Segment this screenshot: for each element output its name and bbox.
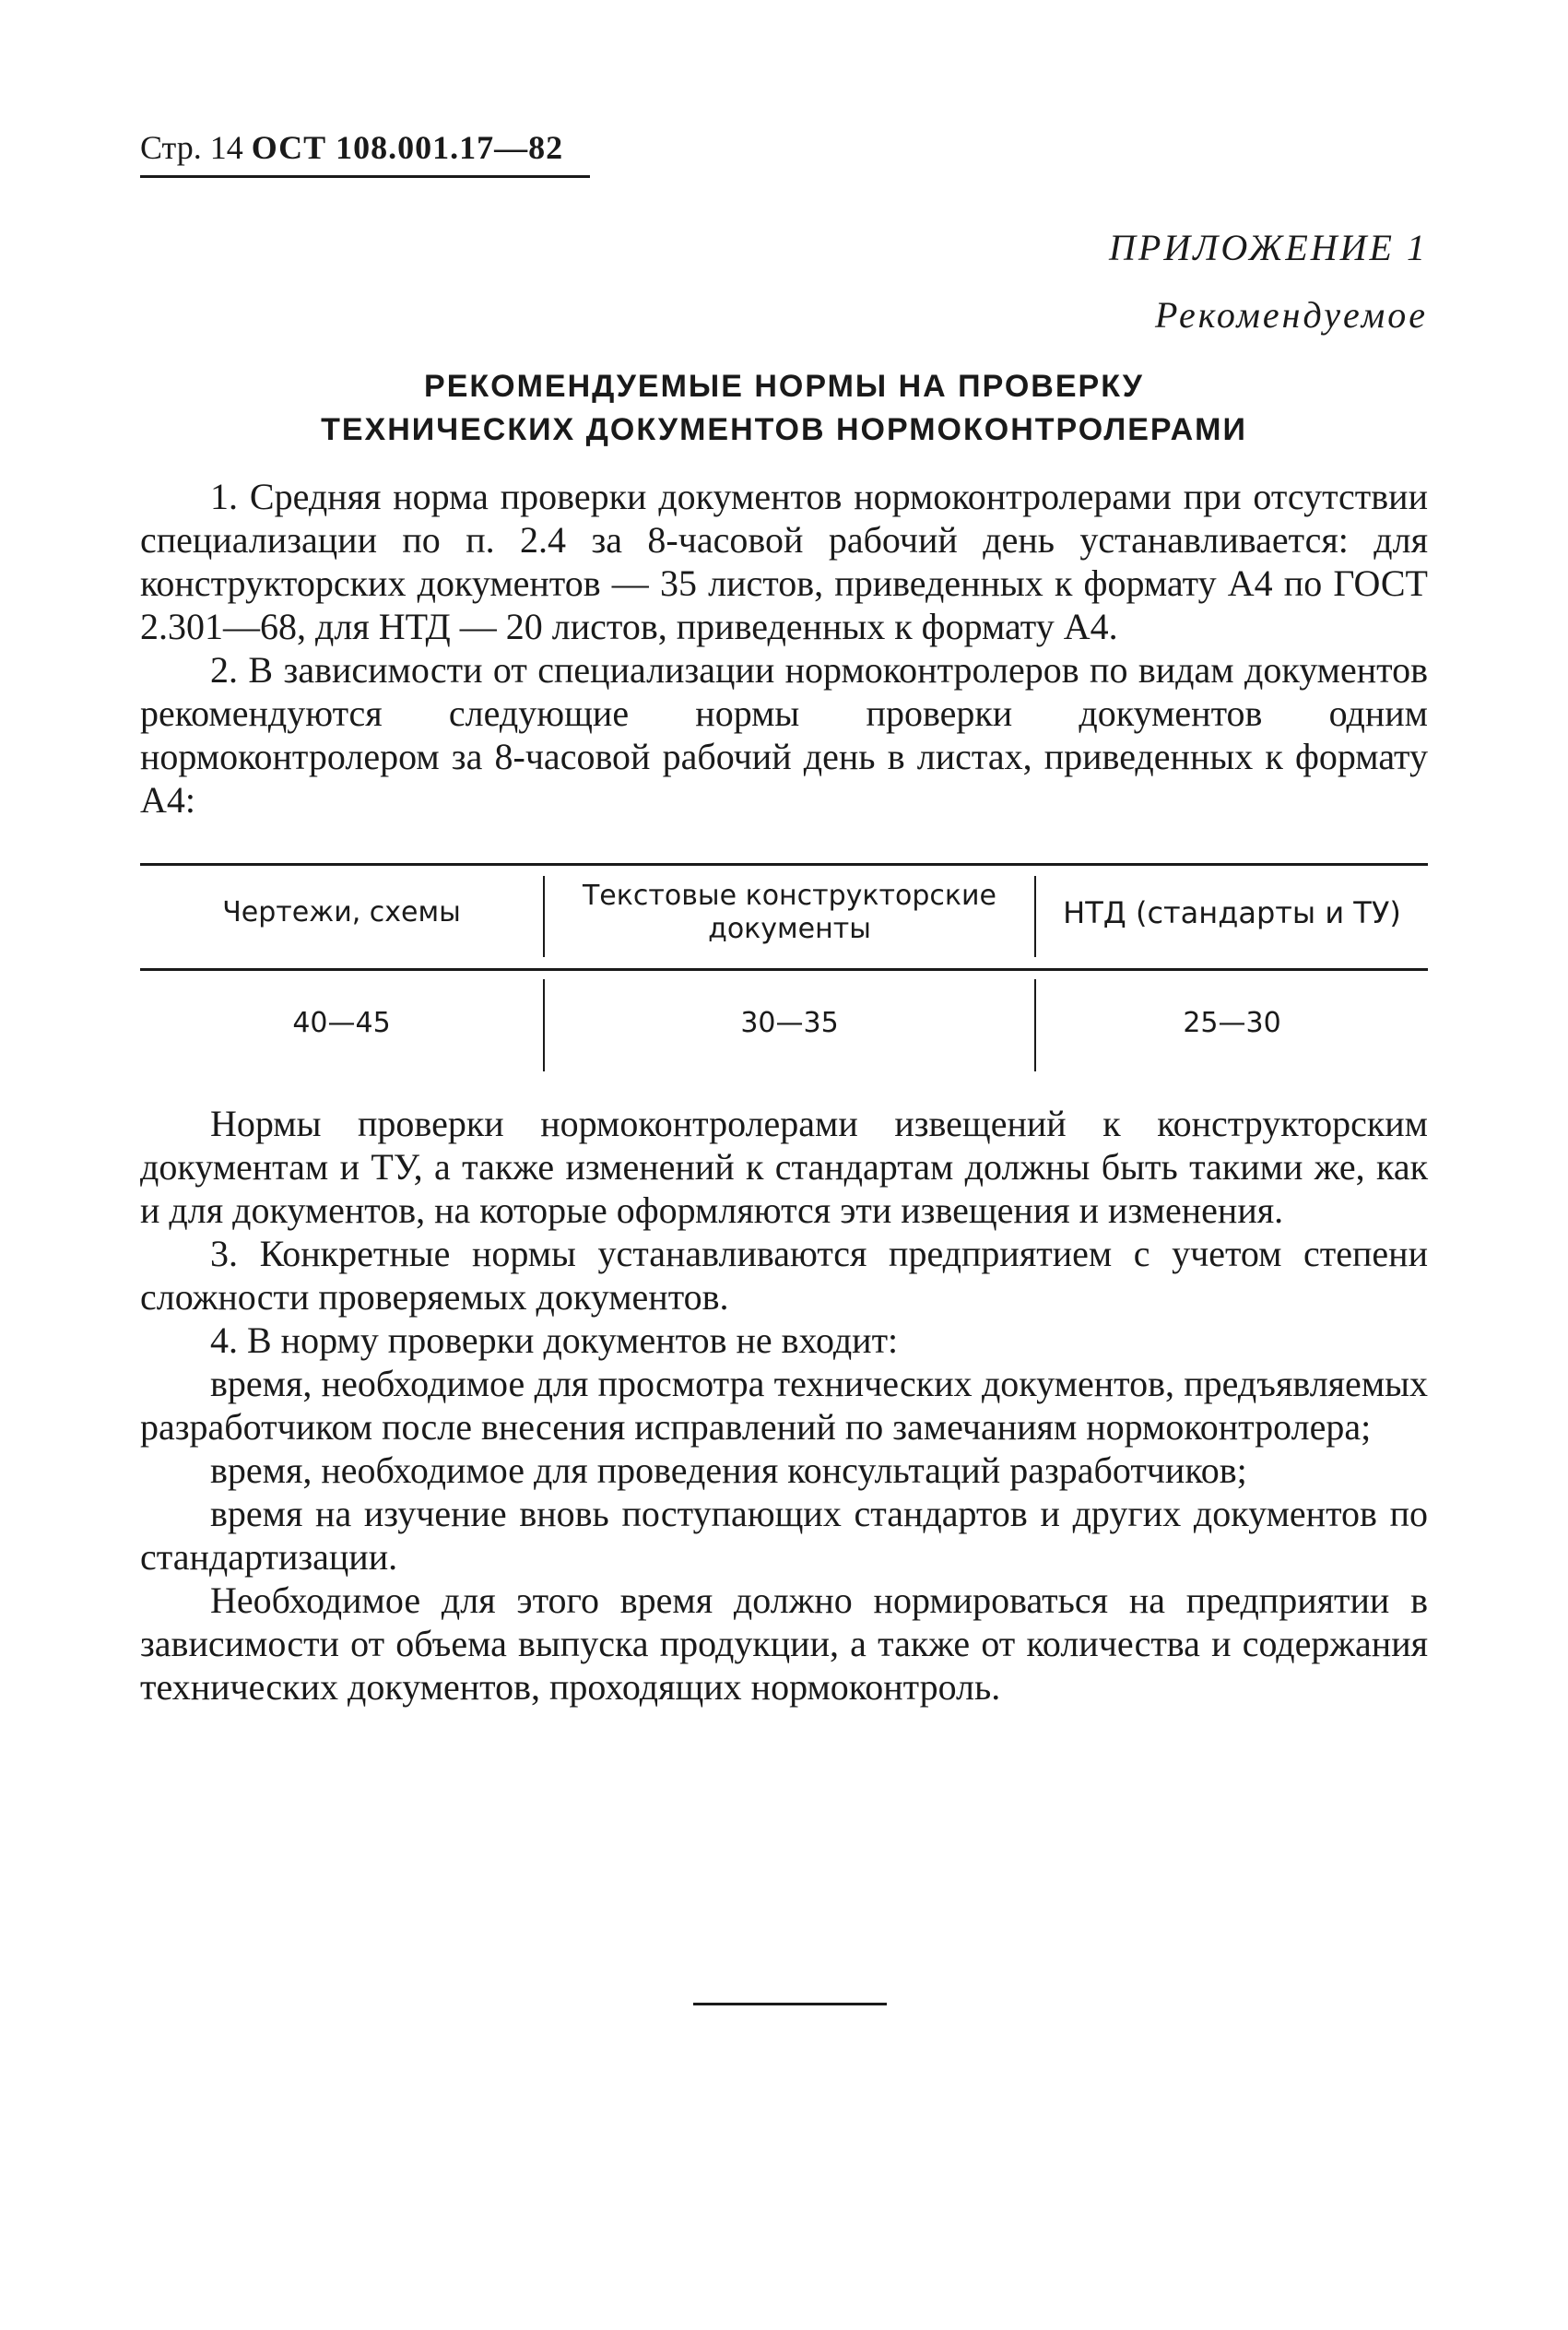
document-title bbox=[140, 365, 1428, 452]
table-cell-text-documents: 30—35 bbox=[740, 1007, 839, 1039]
paragraph-1: 1. Средняя норма проверки документов нормоконтролерами при отсутствии специализации по п. 2.4 за 8-часовой рабочий день устанавливается: для конструкторских документов — 35 листов, приведенных к формату А4 по ГОСТ 2.301—68, для НТД — 20 листов, приведенных к формату А4. bbox=[140, 476, 1428, 647]
table-cell-drawings: 40—45 bbox=[292, 1007, 391, 1039]
table-header-rule bbox=[140, 968, 1428, 971]
page-header bbox=[140, 127, 563, 168]
body-section-top bbox=[140, 475, 1428, 822]
appendix-status: Рекомендуемое bbox=[1154, 294, 1428, 336]
header-underline bbox=[140, 175, 590, 178]
paragraph-3: 3. Конкретные нормы устанавливаются предприятием с учетом степени сложности проверяемых документов. bbox=[140, 1233, 1428, 1318]
paragraph-2: 2. В зависимости от специализации нормоконтролеров по видам документов рекомендуются следующие нормы проверки документов одним нормоконтролером за 8-часовой рабочий день в листах, приведенных к формату А4: bbox=[140, 649, 1428, 821]
table-cell-ntd: 25—30 bbox=[1183, 1007, 1281, 1039]
list-item: время на изучение вновь поступающих стандартов и других документов по стандартизации. bbox=[140, 1493, 1428, 1578]
table-top-rule bbox=[140, 863, 1428, 866]
list-item: время, необходимое для проведения консультаций разработчиков; bbox=[210, 1449, 1247, 1491]
appendix-label: ПРИЛОЖЕНИЕ 1 bbox=[1109, 227, 1428, 268]
title-line-2: ТЕХНИЧЕСКИХ ДОКУМЕНТОВ НОРМОКОНТРОЛЕРАМИ bbox=[321, 412, 1247, 447]
document-code: ОСТ 108.001.17—82 bbox=[251, 129, 564, 166]
paragraph-notices: Нормы проверки нормоконтролерами извещений к конструкторским документам и ТУ, а также изменений к стандартам должны быть такими же, как и для документов, на которые оформляются эти извещения и изменения. bbox=[140, 1103, 1428, 1231]
paragraph-closing: Необходимое для этого время должно нормироваться на предприятии в зависимости от объема выпуска продукции, а также от количества и содержания технических документов, проходящих нормоконтроль. bbox=[140, 1579, 1428, 1708]
paragraph-4: 4. В норму проверки документов не входит: bbox=[210, 1319, 899, 1361]
list-item: время, необходимое для просмотра технических документов, предъявляемых разработчиком после внесения исправлений по замечаниям нормоконтролера; bbox=[140, 1363, 1428, 1448]
table-header-text-documents: Текстовые конструкторские документы bbox=[582, 880, 996, 945]
norms-table bbox=[140, 863, 1428, 1077]
page-number: Стр. 14 bbox=[140, 129, 243, 166]
table-header-drawings: Чертежи, схемы bbox=[222, 896, 461, 928]
table-header-ntd: НТД (стандарты и ТУ) bbox=[1063, 895, 1401, 930]
body-section-bottom bbox=[140, 1102, 1428, 1709]
end-divider bbox=[693, 2003, 887, 2005]
title-line-1: РЕКОМЕНДУЕМЫЕ НОРМЫ НА ПРОВЕРКУ bbox=[424, 369, 1144, 404]
